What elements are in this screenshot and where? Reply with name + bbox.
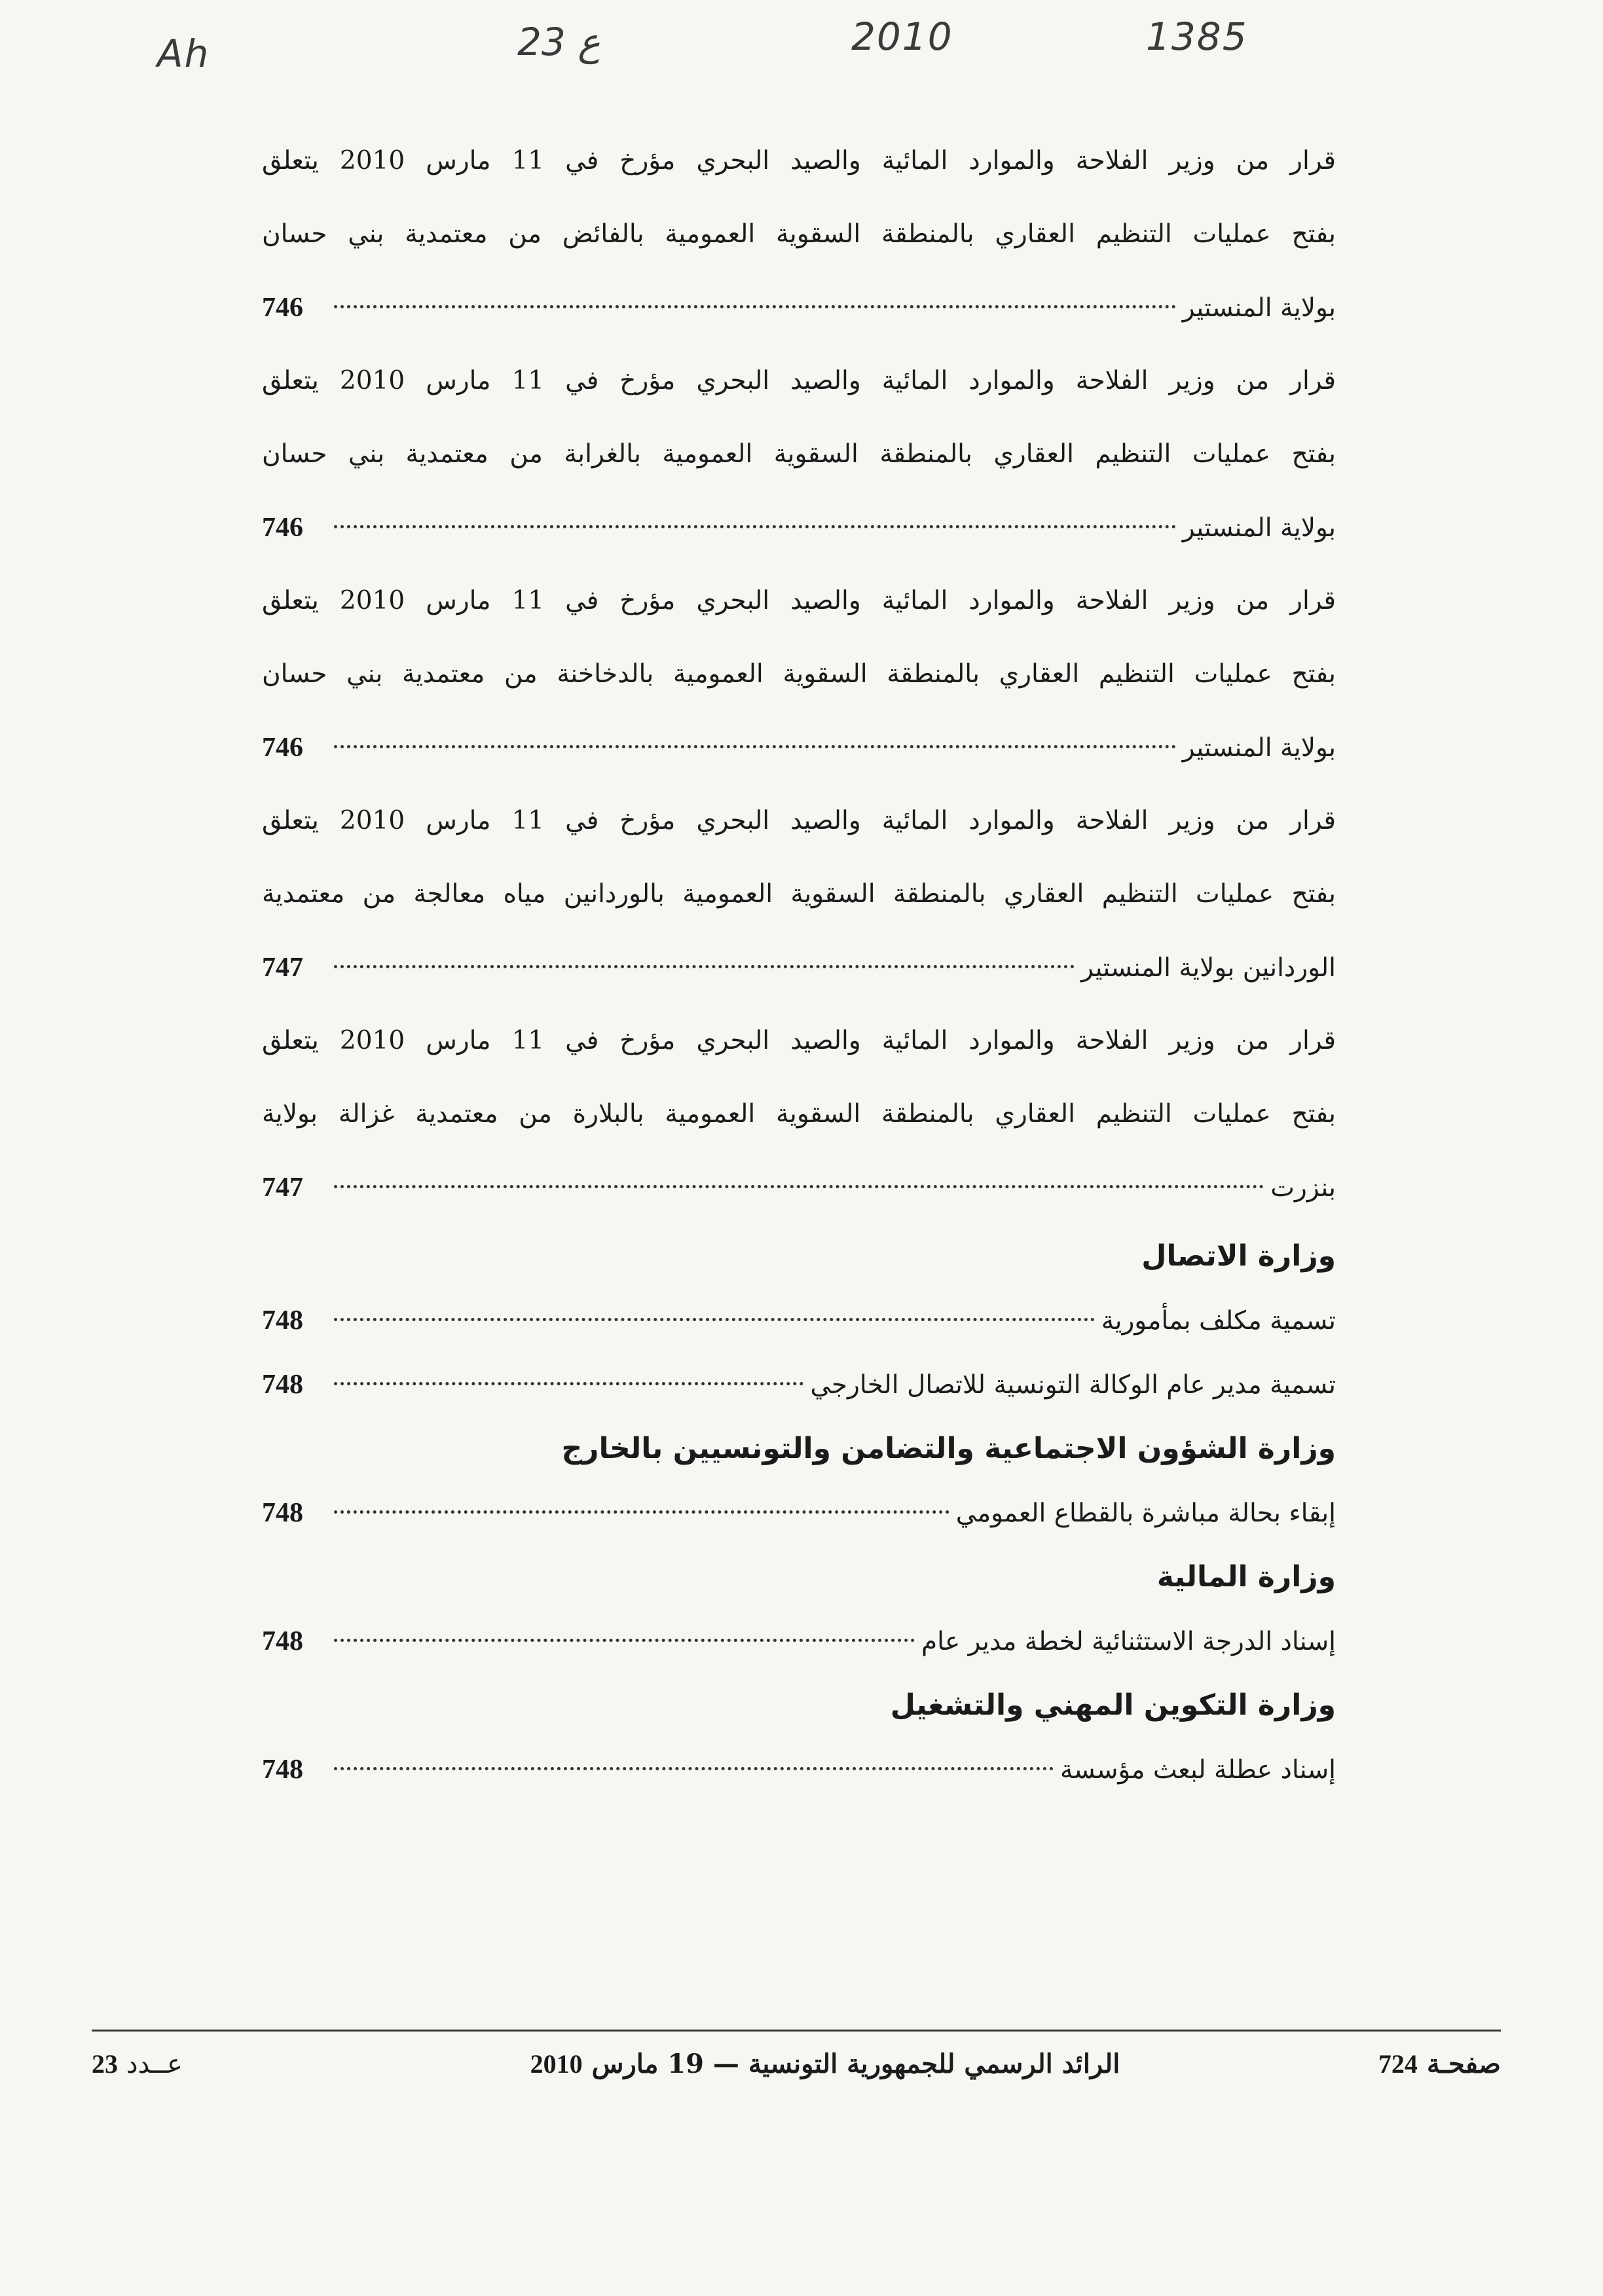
toc-entry: [262, 1288, 1336, 1353]
entry-last-line: [262, 1738, 1336, 1802]
handwritten-note-2: 23 ع: [517, 20, 600, 64]
toc-entry: [262, 1738, 1336, 1802]
toc-entry: [262, 564, 1336, 784]
ministry-heading: وزارة التكوين المهني والتشغيل: [890, 1688, 1336, 1722]
page-label: صفحـة: [1426, 2049, 1501, 2079]
entry-line: بولاية المنستير: [1182, 733, 1336, 763]
dot-leader: [334, 745, 1176, 748]
entry-line: قرار من وزير الفلاحة والموارد المائية والصيد البحري مؤرخ في 11 مارس 2010 يتعلق: [262, 586, 1336, 615]
entry-line: بولاية المنستير: [1182, 293, 1336, 323]
entry-last-line: [262, 931, 1336, 1004]
handwritten-note-4: 1385: [1146, 14, 1248, 59]
handwritten-note-1: Ah: [157, 31, 210, 76]
dot-leader: [334, 1318, 1095, 1321]
entry-line: بفتح عمليات التنظيم العقاري بالمنطقة السقوية العمومية بالغرابة من معتمدية بني حسان: [262, 439, 1336, 469]
entry-last-line: [262, 491, 1336, 564]
entry-line: تسمية مدير عام الوكالة التونسية للاتصال الخارجي: [810, 1370, 1336, 1400]
toc-entry: [262, 344, 1336, 564]
footer-journal: [498, 2041, 1152, 2087]
entry-line: قرار من وزير الفلاحة والموارد المائية والصيد البحري مؤرخ في 11 مارس 2010 يتعلق: [262, 806, 1336, 835]
entry-last-line: [262, 1481, 1336, 1545]
toc-entry: [262, 1609, 1336, 1673]
footer-page: [1378, 2041, 1501, 2087]
entry-line: تسمية مكلف بمأمورية: [1101, 1306, 1336, 1336]
page-number: 746: [262, 513, 303, 543]
page-number: 748: [262, 1498, 303, 1528]
toc-entry: [262, 1004, 1336, 1224]
dot-leader: [334, 305, 1176, 308]
entry-line: قرار من وزير الفلاحة والموارد المائية والصيد البحري مؤرخ في 11 مارس 2010 يتعلق: [262, 366, 1336, 395]
page-number: 748: [262, 1370, 303, 1400]
entry-last-line: [262, 711, 1336, 784]
dot-leader: [334, 965, 1075, 968]
page-number: 748: [262, 1755, 303, 1785]
page-number: 748: [262, 1626, 303, 1656]
page-number: 747: [262, 953, 303, 983]
entry-line: بفتح عمليات التنظيم العقاري بالمنطقة السقوية العمومية بالوردانين مياه معالجة من معتمدية: [262, 879, 1336, 909]
toc-entry: [262, 1353, 1336, 1417]
entry-last-line: [262, 271, 1336, 344]
entry-last-line: [262, 1609, 1336, 1673]
issue-label: عــدد: [126, 2049, 183, 2079]
toc-entry: [262, 784, 1336, 1004]
handwritten-note-3: 2010: [851, 14, 953, 59]
entry-last-line: [262, 1353, 1336, 1417]
footer-page-number: 724: [1378, 2049, 1418, 2079]
entry-line: إبقاء بحالة مباشرة بالقطاع العمومي: [955, 1499, 1336, 1528]
dot-leader: [334, 525, 1176, 528]
page-number: 748: [262, 1305, 303, 1336]
journal-title: الرائد الرسمي للجمهورية التونسية — 19 مارس: [591, 2049, 1120, 2079]
dot-leader: [334, 1185, 1264, 1188]
entry-line: بفتح عمليات التنظيم العقاري بالمنطقة السقوية العمومية بالدخاخنة من معتمدية بني حسان: [262, 659, 1336, 689]
page-number: 747: [262, 1173, 303, 1203]
entry-line: الوردانين بولاية المنستير: [1081, 953, 1336, 983]
toc-entry: [262, 124, 1336, 344]
toc-entry: [262, 1481, 1336, 1545]
entry-line: بفتح عمليات التنظيم العقاري بالمنطقة السقوية العمومية بالفائض من معتمدية بني حسان: [262, 219, 1336, 249]
dot-leader: [334, 1767, 1054, 1770]
dot-leader: [334, 1639, 915, 1642]
entry-line: قرار من وزير الفلاحة والموارد المائية والصيد البحري مؤرخ في 11 مارس 2010 يتعلق: [262, 1026, 1336, 1055]
footer-issue: [92, 2041, 183, 2087]
ministry-heading: وزارة الاتصال: [1141, 1239, 1336, 1273]
journal-year: 2010: [530, 2049, 583, 2079]
issue-number: 23: [92, 2049, 118, 2079]
entry-line: بفتح عمليات التنظيم العقاري بالمنطقة السقوية العمومية بالبلارة من معتمدية غزالة بولاية: [262, 1099, 1336, 1129]
ministry-heading: وزارة المالية: [1156, 1560, 1336, 1594]
entry-line: إسناد الدرجة الاستثنائية لخطة مدير عام: [921, 1627, 1336, 1656]
page-number: 746: [262, 293, 303, 323]
entry-line: قرار من وزير الفلاحة والموارد المائية والصيد البحري مؤرخ في 11 مارس 2010 يتعلق: [262, 146, 1336, 175]
table-of-contents: [262, 124, 1336, 1802]
page-number: 746: [262, 733, 303, 763]
entry-line: بولاية المنستير: [1182, 513, 1336, 543]
footer-rule: [92, 2030, 1501, 2032]
entry-line: بنزرت: [1270, 1173, 1336, 1203]
entry-last-line: [262, 1288, 1336, 1353]
dot-leader: [334, 1510, 949, 1514]
ministry-heading: وزارة الشؤون الاجتماعية والتضامن والتونسيين بالخارج: [561, 1432, 1336, 1465]
entry-last-line: [262, 1151, 1336, 1224]
dot-leader: [334, 1382, 803, 1385]
entry-line: إسناد عطلة لبعث مؤسسة: [1060, 1755, 1336, 1785]
